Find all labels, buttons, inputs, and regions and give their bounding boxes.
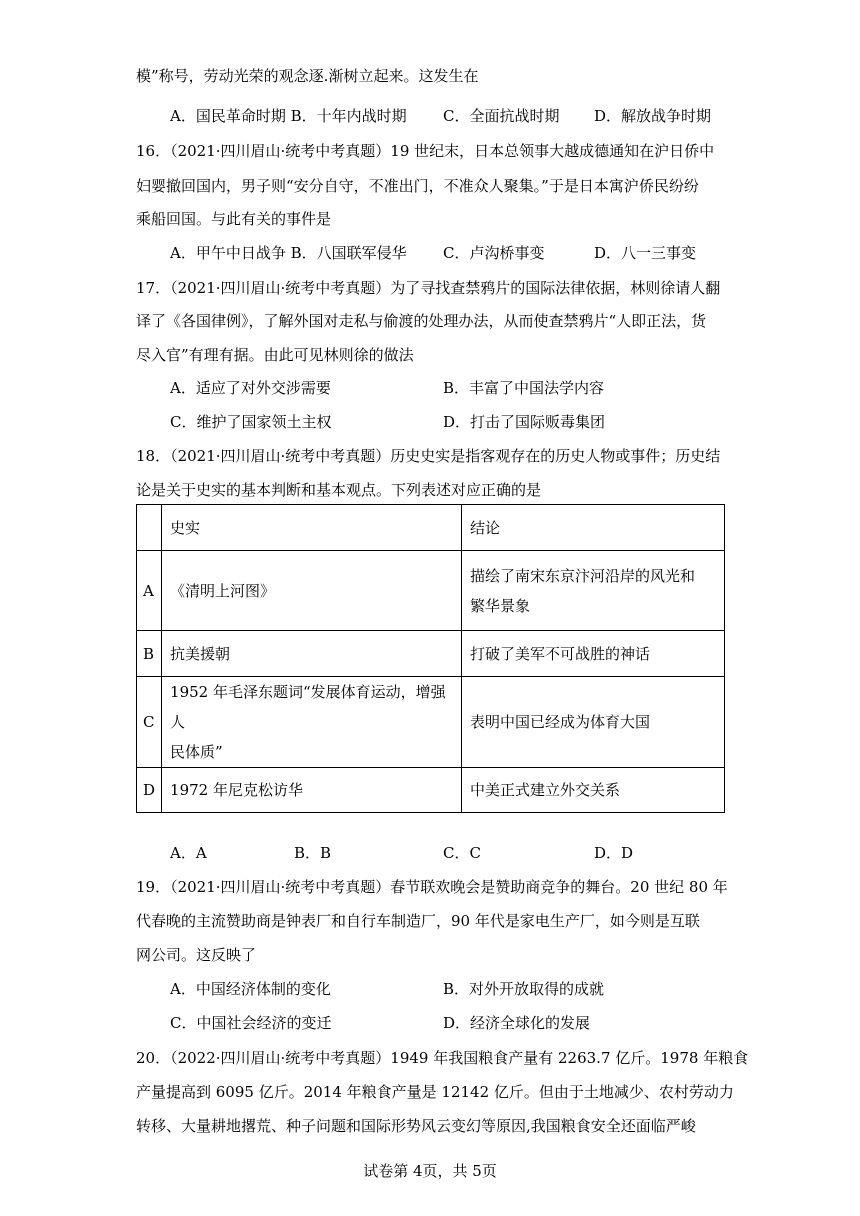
q20-stem-line-2: 产量提高到 6095 亿斤。2014 年粮食产量是 12142 亿斤。但由于土地减少、农村劳动力 (136, 1083, 734, 1101)
table-row (137, 677, 725, 768)
q15-option-d: D．解放战争时期 (594, 107, 712, 125)
q16-option-d: D．八一三事变 (594, 244, 697, 262)
q18-option-c: C．C (443, 844, 481, 862)
q15-option-c: C．全面抗战时期 (443, 107, 560, 125)
q18-fact-conclusion-table (136, 504, 725, 813)
row-fact (162, 677, 462, 768)
q18-option-a: A．A (170, 844, 207, 862)
q17-option-b: B．丰富了中国法学内容 (443, 379, 605, 397)
q15-option-ab: A．国民革命时期 B．十年内战时期 (170, 107, 407, 125)
page-footer: 试卷第 4页，共 5页 (363, 1162, 497, 1180)
q19-option-a: A．中国经济体制的变化 (170, 980, 331, 998)
table-header-conclusion: 结论 (462, 505, 725, 551)
q15-stem-tail: 模”称号，劳动光荣的观念逐.渐树立起来。这发生在 (136, 67, 479, 85)
row-conclusion-line: 表明中国已经成为体育大国 (470, 713, 651, 731)
row-fact: 《清明上河图》 (162, 551, 462, 631)
q17-stem-line-3: 尽入官”有理有据。由此可见林则徐的做法 (136, 346, 414, 364)
q17-option-c: C．维护了国家领土主权 (170, 413, 332, 431)
row-label: C (137, 677, 162, 768)
q16-stem-line-3: 乘船回国。与此有关的事件是 (136, 210, 332, 228)
row-conclusion-line: 打破了美军不可战胜的神话 (470, 644, 651, 663)
q18-stem-line-2: 论是关于史实的基本判断和基本观点。下列表述对应正确的是 (136, 481, 542, 499)
q20-stem-line-3: 转移、大量耕地撂荒、种子问题和国际形势风云变幻等原因,我国粮食安全还面临严峻 (136, 1117, 696, 1135)
table-row (137, 768, 725, 813)
row-fact-line: 民体质” (170, 743, 223, 761)
q17-option-a: A．适应了对外交涉需要 (170, 379, 331, 397)
q16-stem-line-2: 妇婴撤回国内，男子则“安分自守，不准出门，不准众人聚集。”于是日本寓沪侨民纷纷 (136, 177, 699, 195)
q19-stem-line-2: 代春晚的主流赞助商是钟表厂和自行车制造厂，90 年代是家电生产厂，如今则是互联 (136, 912, 700, 930)
table-header-fact: 史实 (162, 505, 462, 551)
row-conclusion-line: 中美正式建立外交关系 (470, 781, 621, 799)
row-conclusion (462, 768, 725, 813)
q17-option-d: D．打击了国际贩毒集团 (443, 413, 606, 431)
row-conclusion (462, 551, 725, 631)
table-row (137, 551, 725, 631)
row-conclusion-line: 描绘了南宋东京汴河沿岸的风光和 (470, 566, 696, 585)
q20-stem-line-1: 20．（2022·四川眉山·统考中考真题）1949 年我国粮食产量有 2263.7 亿斤。1978 年粮食 (136, 1049, 749, 1067)
row-fact-line: 1952 年毛泽东题词“发展体育运动，增强人 (170, 683, 446, 731)
table-header-row (137, 505, 725, 551)
q19-option-c: C．中国社会经济的变迁 (170, 1014, 332, 1032)
row-label: D (137, 768, 162, 813)
q18-option-b: B．B (294, 844, 332, 862)
q19-option-d: D．经济全球化的发展 (443, 1014, 591, 1032)
row-fact: 抗美援朝 (162, 631, 462, 677)
q19-option-b: B．对外开放取得的成就 (443, 980, 605, 998)
q16-option-ab: A．甲午中日战争 B．八国联军侵华 (170, 244, 407, 262)
q16-stem-line-1: 16．（2021·四川眉山·统考中考真题）19 世纪末，日本总领事大越成德通知在沪日侨中 (136, 142, 715, 160)
row-label: B (137, 631, 162, 677)
q17-stem-line-1: 17．（2021·四川眉山·统考中考真题）为了寻找查禁鸦片的国际法律依据，林则徐请人翻 (136, 279, 721, 297)
q17-stem-line-2: 译了《各国律例》，了解外国对走私与偷渡的处理办法，从而使查禁鸦片“人即正法，货 (136, 312, 707, 330)
table-row (137, 631, 725, 677)
row-label: A (137, 551, 162, 631)
row-conclusion (462, 677, 725, 768)
q18-option-d: D．D (594, 844, 634, 862)
q19-stem-line-1: 19．（2021·四川眉山·统考中考真题）春节联欢晚会是赞助商竞争的舞台。20 世纪 80 年 (136, 878, 728, 896)
row-conclusion (462, 631, 725, 677)
q16-option-c: C．卢沟桥事变 (443, 244, 545, 262)
row-fact: 1972 年尼克松访华 (162, 768, 462, 813)
row-conclusion-line: 繁华景象 (470, 596, 531, 615)
table-header-label (137, 505, 162, 551)
q18-stem-line-1: 18．（2021·四川眉山·统考中考真题）历史史实是指客观存在的历史人物或事件；历史结 (136, 447, 721, 465)
q19-stem-line-3: 网公司。这反映了 (136, 946, 257, 964)
